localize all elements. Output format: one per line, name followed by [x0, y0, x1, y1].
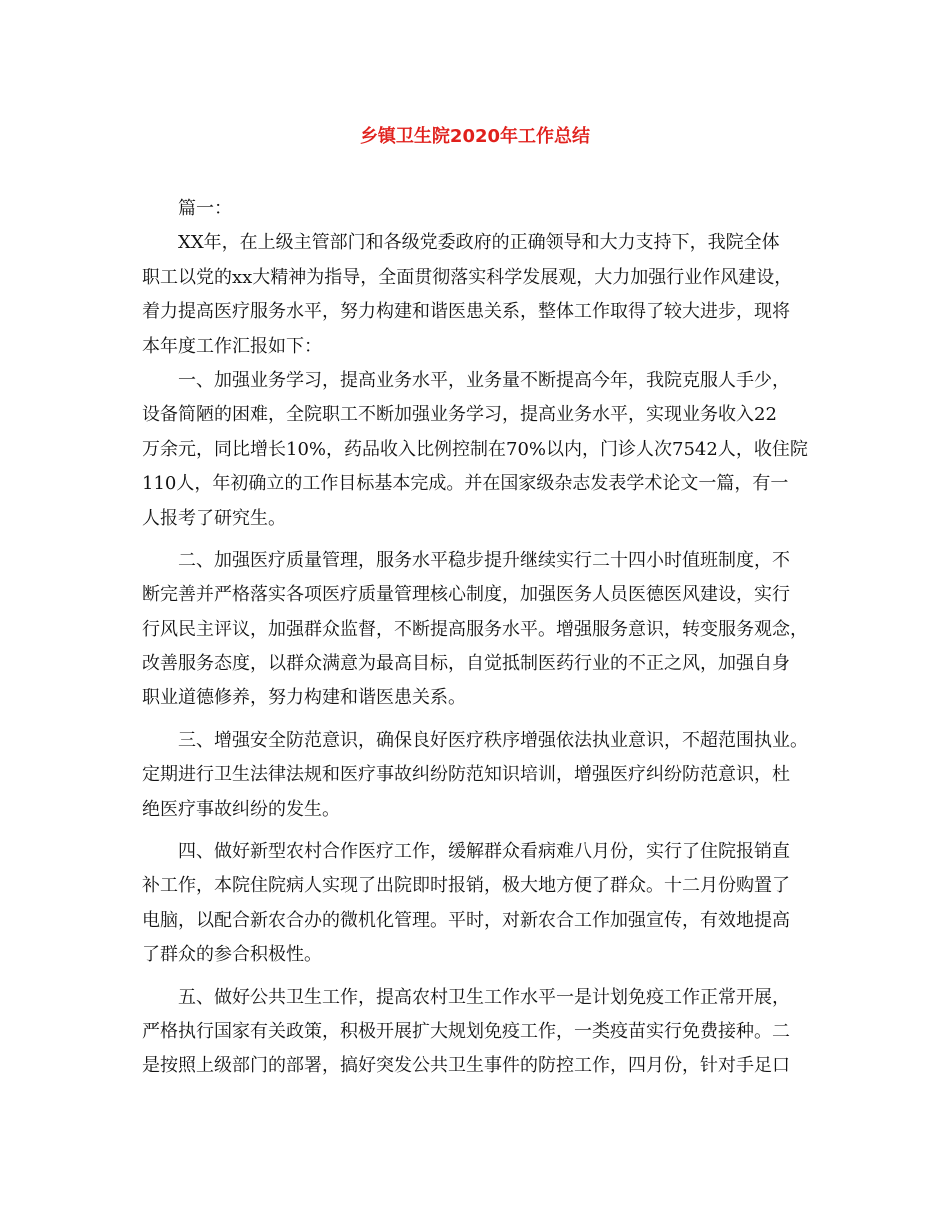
paragraph-line: 断完善并严格落实各项医疗质量管理核心制度，加强医务人员医德医风建设，实行 [142, 584, 790, 606]
paragraph-line: 五、做好公共卫生工作，提高农村卫生工作水平一是计划免疫工作正常开展， [178, 986, 790, 1008]
paragraph-gap [142, 716, 812, 724]
paragraph-line: 行风民主评议，加强群众监督，不断提高服务水平。增强服务意识，转变服务观念， [142, 618, 808, 640]
document-body [142, 192, 812, 1084]
document-title: 乡镇卫生院2020年工作总结 [359, 126, 591, 147]
paragraph-line: 三、增强安全防范意识，确保良好医疗秩序增强依法执业意识，不超范围执业。 [178, 729, 808, 751]
paragraph-line: 绝医疗事故纠纷的发生。 [142, 798, 340, 820]
paragraph-line: 人报考了研究生。 [142, 507, 286, 529]
paragraph-line: 二、加强医疗质量管理，服务水平稳步提升继续实行二十四小时值班制度，不 [178, 549, 790, 571]
paragraph-line: 四、做好新型农村合作医疗工作，缓解群众看病难八月份，实行了住院报销直 [178, 841, 790, 863]
paragraph-line: 职业道德修养，努力构建和谐医患关系。 [142, 687, 466, 709]
paragraph-line: 了群众的参合积极性。 [142, 944, 322, 966]
paragraph-gap [142, 536, 812, 544]
paragraph-line: 着力提高医疗服务水平，努力构建和谐医患关系，整体工作取得了较大进步，现将 [142, 301, 790, 323]
paragraph-line: 电脑，以配合新农合办的微机化管理。平时，对新农合工作加强宣传，有效地提高 [142, 909, 790, 931]
paragraph-line: 设备简陋的困难，全院职工不断加强业务学习，提高业务水平，实现业务收入22 [142, 404, 777, 426]
paragraph-line: 万余元，同比增长10%，药品收入比例控制在70%以内，门诊人次7542人，收住院 [142, 438, 808, 460]
paragraph-line: 本年度工作汇报如下： [142, 335, 322, 357]
section-label: 篇一： [178, 198, 232, 219]
paragraph-line: 补工作，本院住院病人实现了出院即时报销，极大地方便了群众。十二月份购置了 [142, 875, 790, 897]
paragraph-line: 改善服务态度，以群众满意为最高目标，自觉抵制医药行业的不正之风，加强自身 [142, 653, 790, 675]
paragraph-gap [142, 827, 812, 835]
paragraph-line: 定期进行卫生法律法规和医疗事故纠纷防范知识培训，增强医疗纠纷防范意识，杜 [142, 764, 790, 786]
paragraph-line: 职工以党的xx大精神为指导，全面贯彻落实科学发展观，大力加强行业作风建设， [142, 266, 793, 288]
paragraph-line: 110人，年初确立的工作目标基本完成。并在国家级杂志发表学术论文一篇，有一 [142, 473, 789, 495]
paragraph-line: 一、加强业务学习，提高业务水平，业务量不断提高今年，我院克服人手少， [178, 369, 790, 391]
paragraph-line: 严格执行国家有关政策，积极开展扩大规划免疫工作，一类疫苗实行免费接种。二 [142, 1020, 790, 1042]
paragraph-line: XX年，在上级主管部门和各级党委政府的正确领导和大力支持下，我院全体 [178, 232, 780, 254]
paragraph-gap [142, 973, 812, 981]
paragraph-line: 是按照上级部门的部署，搞好突发公共卫生事件的防控工作，四月份，针对手足口 [142, 1055, 790, 1077]
